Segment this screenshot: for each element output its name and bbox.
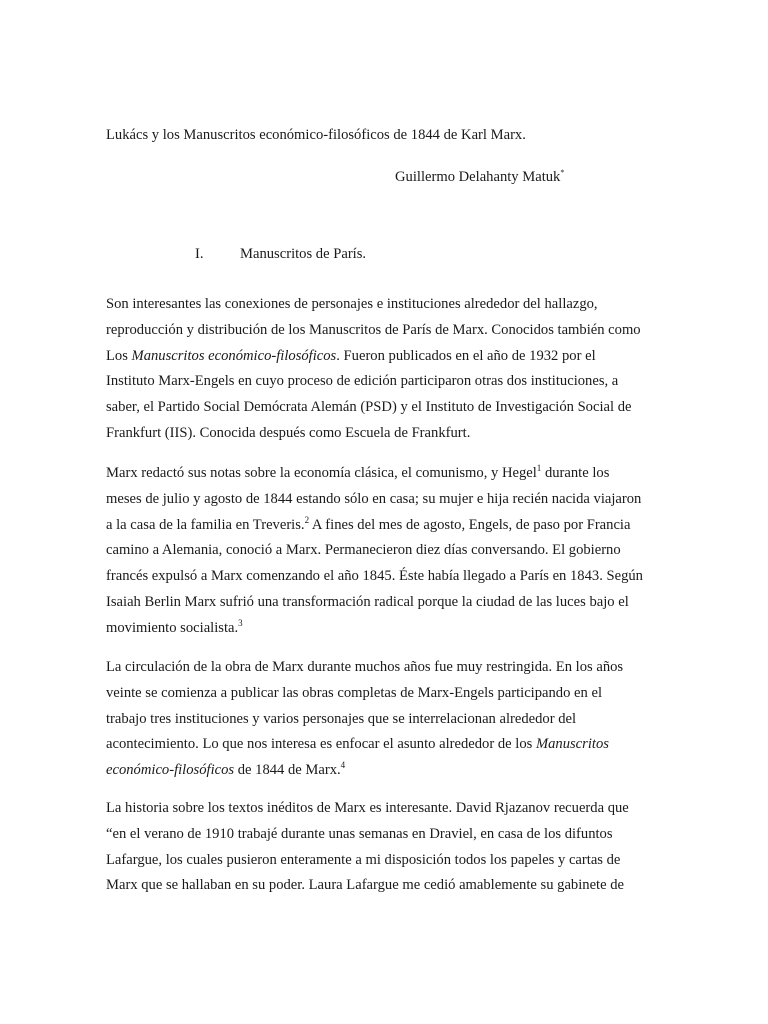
paragraph-line bbox=[106, 461, 666, 487]
text-run: de 1844 de Marx. bbox=[234, 762, 341, 779]
italic-book-title: económico-filosóficos bbox=[106, 762, 235, 779]
footnote-ref[interactable]: 4 bbox=[340, 760, 346, 771]
paragraph-line bbox=[106, 513, 666, 539]
paragraph-line: La circulación de la obra de Marx durante muchos años fue muy restringida. En los años bbox=[106, 659, 624, 675]
author-footnote-mark: * bbox=[560, 168, 565, 178]
author-line bbox=[395, 168, 564, 186]
text-run: Marx redactó sus notas sobre la economía clásica, el comunismo, y Hegel bbox=[106, 465, 537, 481]
paragraph-line: saber, el Partido Social Demócrata Alemán (PSD) y el Instituto de Investigación Social de bbox=[106, 399, 632, 416]
text-run: Los bbox=[106, 347, 132, 364]
paragraph-line: camino a Alemania, conoció a Marx. Permanecieron diez días conversando. El gobierno bbox=[106, 542, 621, 559]
paragraph-line: trabajo tres instituciones y varios personajes que se interrelacionan alrededor del bbox=[106, 710, 577, 727]
paragraph-line: Lafargue, los cuales pusieron enteramente a mi disposición todos los papeles y cartas de bbox=[106, 851, 621, 868]
paragraph-line bbox=[106, 732, 666, 758]
text-run: a la casa de la familia en Treveris. bbox=[106, 516, 305, 533]
text-run: movimiento socialista. bbox=[106, 619, 239, 636]
text-run: A fines del mes de agosto, Engels, de paso por Francia bbox=[309, 516, 631, 533]
footnote-ref[interactable]: 3 bbox=[238, 617, 243, 628]
footnote-ref[interactable]: 1 bbox=[536, 463, 542, 474]
paragraph-line: Marx que se hallaban en su poder. Laura Lafargue me cedió amablemente su gabinete de bbox=[106, 877, 624, 894]
paragraph-2 bbox=[106, 461, 666, 642]
paragraph-1 bbox=[106, 292, 666, 447]
italic-book-title: Manuscritos bbox=[535, 736, 609, 753]
text-run: acontecimiento. Lo que nos interesa es enfocar el asunto alrededor de los bbox=[106, 736, 536, 753]
document-title: Lukács y los Manuscritos económico-filosóficos de 1844 de Karl Marx. bbox=[106, 127, 526, 143]
paragraph-line: La historia sobre los textos inéditos de Marx es interesante. David Rjazanov recuerda que bbox=[106, 800, 629, 816]
paragraph-line: meses de julio y agosto de 1844 estando sólo en casa; su mujer e hija recién nacida viajaron bbox=[106, 490, 642, 507]
paragraph-4 bbox=[106, 796, 666, 899]
paragraph-line: Isaiah Berlin Marx sufrió una transformación radical porque la ciudad de las luces bajo el bbox=[106, 593, 629, 610]
paragraph-line: francés expulsó a Marx comenzando el año 1845. Éste había llegado a París en 1843. Según bbox=[106, 568, 643, 585]
author-name: Guillermo Delahanty Matuk bbox=[395, 169, 561, 185]
paragraph-line: Son interesantes las conexiones de personajes e instituciones alrededor del hallazgo, bbox=[106, 296, 598, 312]
section-title: Manuscritos de París. bbox=[240, 246, 367, 262]
footnote-ref[interactable]: 2 bbox=[304, 514, 310, 525]
paragraph-line bbox=[106, 344, 666, 370]
italic-book-title: Manuscritos económico-filosóficos bbox=[131, 347, 337, 364]
text-run: . Fueron publicados en el año de 1932 por el bbox=[336, 347, 596, 364]
text-run: durante los bbox=[541, 465, 610, 481]
section-number: I. bbox=[195, 246, 204, 262]
paragraph-line: Instituto Marx-Engels en cuyo proceso de edición participaron otras dos instituciones, a bbox=[106, 373, 619, 390]
paragraph-line: veinte se comienza a publicar las obras completas de Marx-Engels participando en el bbox=[106, 684, 602, 701]
paragraph-line: reproducción y distribución de los Manuscritos de París de Marx. Conocidos también como bbox=[106, 321, 641, 338]
paragraph-3 bbox=[106, 655, 666, 784]
paragraph-line bbox=[106, 616, 666, 642]
paragraph-line: “en el verano de 1910 trabajé durante unas semanas en Draviel, en casa de los difuntos bbox=[106, 825, 613, 842]
paragraph-line: Frankfurt (IIS). Conocida después como Escuela de Frankfurt. bbox=[106, 424, 471, 441]
paragraph-line bbox=[106, 758, 666, 784]
